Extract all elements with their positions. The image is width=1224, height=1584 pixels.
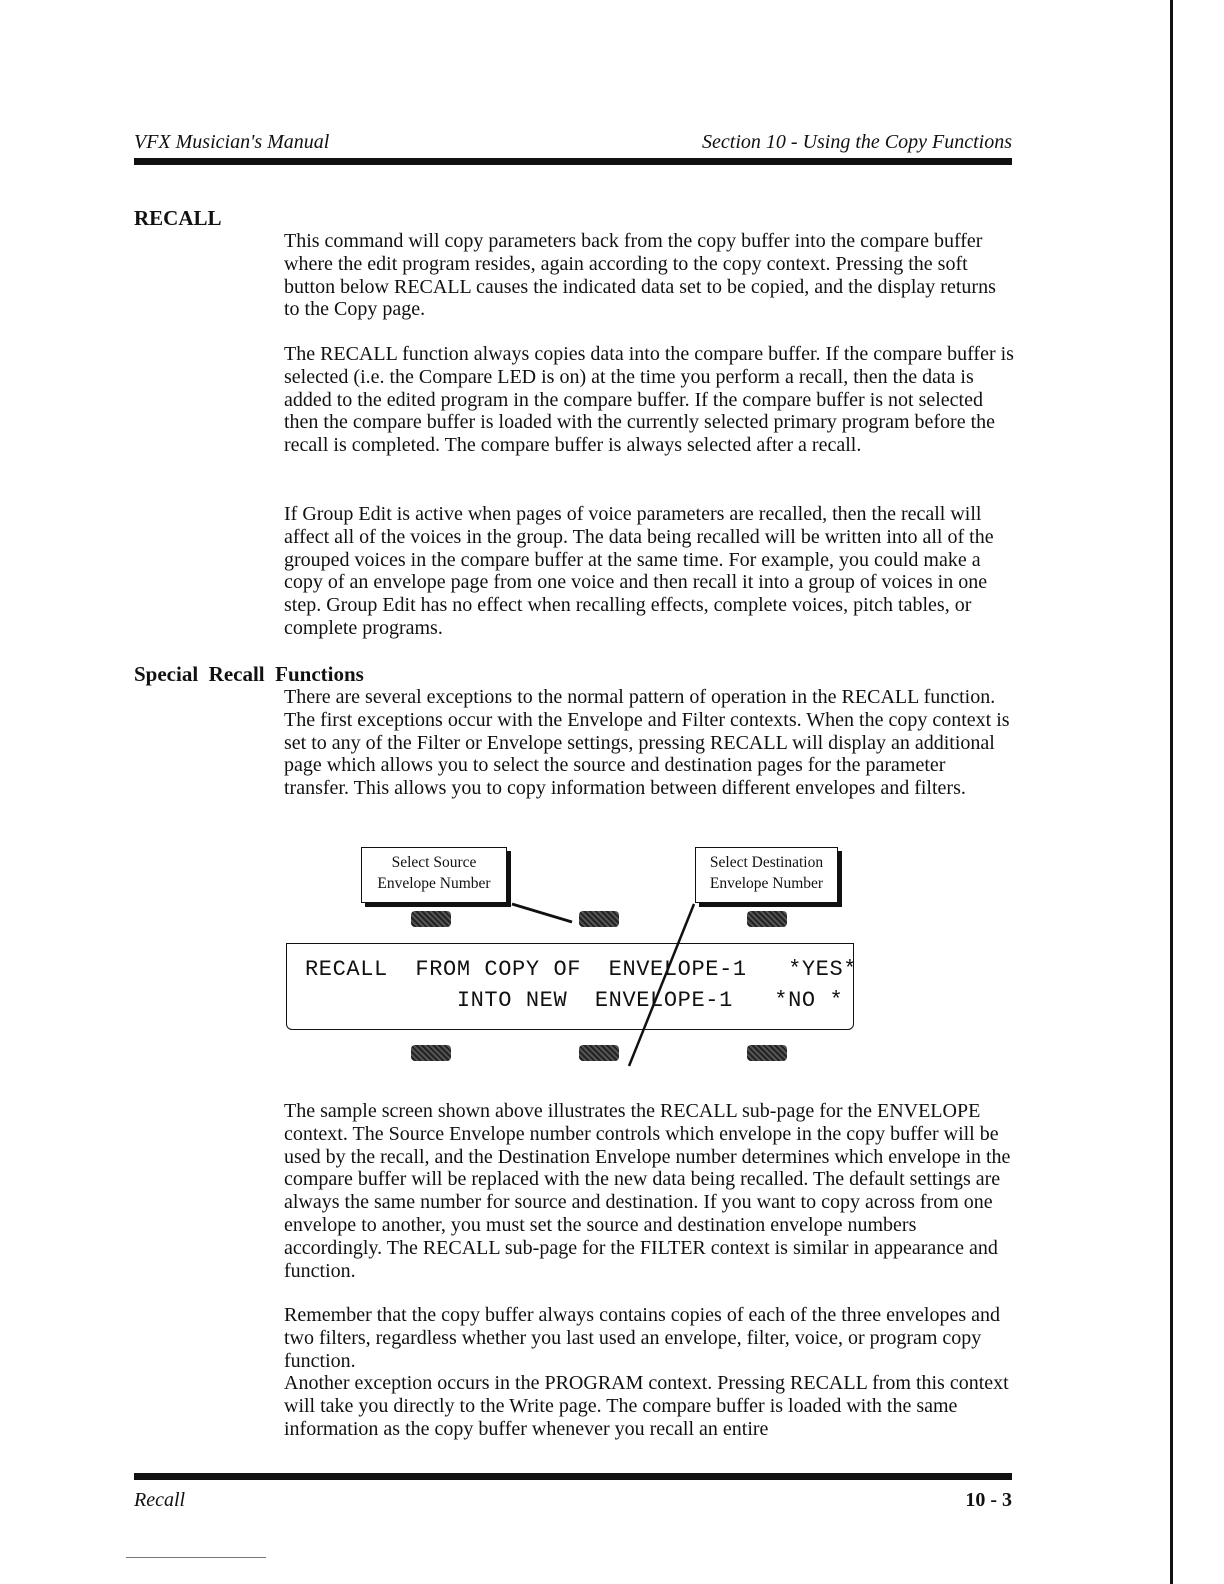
special-paragraph-2 <box>284 1100 1014 1282</box>
section-heading-recall: RECALL <box>134 206 222 230</box>
footer-page-number: 10 - 3 <box>965 1489 1012 1511</box>
special-paragraph-2-text: The sample screen shown above illustrates the RECALL sub-page for the ENVELOPE context. The Source Envelope number controls which envelope in the copy buffer will be used by the recall, and the Destination Envelope number determines which envelope in the compare buffer will be replaced with the new data being recalled. The default settings are always the same number for source and destination. If you want to copy across from one envelope to another, you must set the source and destination envelope numbers accordingly. The RECALL sub-page for the FILTER context is similar in appearance and function. <box>284 1100 1011 1282</box>
recall-paragraph-2-text: The RECALL function always copies data into the compare buffer. If the compare buffer is selected (i.e. the Compare LED is on) at the time you perform a recall, then the data is added to the edited program in the compare buffer. If the compare buffer is not selected then the compare buffer is loaded with the currently selected primary program before the recall is completed. The compare buffer is always selected after a recall. <box>284 343 1014 457</box>
special-paragraph-4-text: Another exception occurs in the PROGRAM context. Pressing RECALL from this context will take you directly to the Write page. The compare buffer is loaded with the same information as the copy buffer whenever you recall an entire <box>284 1372 1009 1440</box>
special-paragraph-3-text: Remember that the copy buffer always contains copies of each of the three envelopes and two filters, regardless whether you last used an envelope, filter, voice, or program copy function. <box>284 1304 1001 1372</box>
header-section-title: Section 10 - Using the Copy Functions <box>702 131 1012 153</box>
pointer-line-destination <box>629 904 694 1066</box>
special-paragraph-1-text: There are several exceptions to the normal pattern of operation in the RECALL function. The first exceptions occur with the Envelope and Filter contexts. When the copy context is set to any of the Filter or Envelope settings, pressing RECALL will display an additional page which allows you to select the source and destination pages for the parameter transfer. This allows you to copy information between different envelopes and filters. <box>284 686 1010 800</box>
special-paragraph-4 <box>284 1372 1014 1440</box>
scan-artifact-line <box>126 1557 266 1558</box>
header-manual-title: VFX Musician's Manual <box>134 131 330 153</box>
special-paragraph-3 <box>284 1304 1014 1372</box>
footer-section-name: Recall <box>134 1489 186 1511</box>
callout-source-line-2: Envelope Number <box>377 875 491 892</box>
callout-source-line-1: Select Source <box>391 854 477 871</box>
callout-dest-line-2: Envelope Number <box>709 875 824 892</box>
footer-rule <box>134 1473 1012 1480</box>
callout-dest-line-1: Select Destination <box>709 854 824 871</box>
recall-paragraph-1-text: This command will copy parameters back from the copy buffer into the compare buffer where the edit program resides, again according to the copy context. Pressing the soft button below RECALL causes the indicated data set to be copied, and the display returns to the Copy page. <box>284 230 996 321</box>
pointer-line-source <box>512 904 572 922</box>
lcd-line-1: RECALL FROM COPY OF ENVELOPE-1 *YES* <box>305 957 858 982</box>
lcd-line-2: INTO NEW ENVELOPE-1 *NO * <box>305 988 844 1013</box>
scan-margin-bar <box>1170 0 1173 1584</box>
section-heading-special-recall: Special Recall Functions <box>134 662 364 686</box>
recall-paragraph-3-text: If Group Edit is active when pages of voice parameters are recalled, then the recall will affect all of the voices in the group. The data being recalled will be written into all of the grouped voices in the compare buffer at the same time. For example, you could make a copy of an envelope page from one voice and then recall it into a group of voices in one step. Group Edit has no effect when recalling effects, complete voices, pitch tables, or complete programs. <box>284 503 994 639</box>
